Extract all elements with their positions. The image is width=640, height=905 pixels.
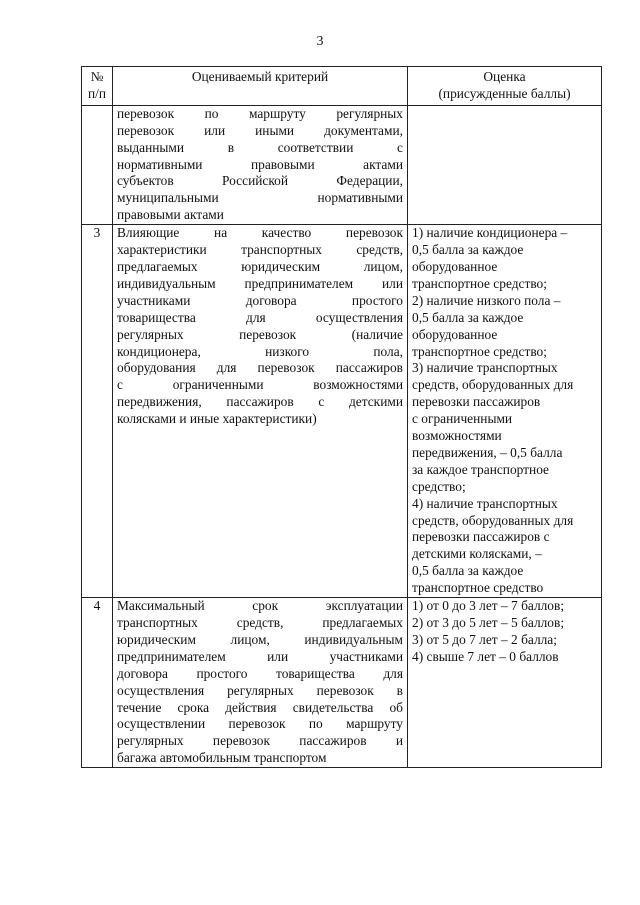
score-text-line: 0,5 балла за каждое (412, 242, 524, 258)
score-text-line: 3) от 5 до 7 лет – 2 балла; (412, 631, 557, 647)
criterion-text-line: Максимальный срок эксплуатации (117, 598, 403, 614)
score-text-line: детскими колясками, – (412, 546, 542, 562)
score-text-line: передвижения, – 0,5 балла (412, 444, 563, 460)
criterion-text-line: предпринимателем или участниками (117, 648, 403, 664)
criterion-cell (113, 225, 408, 598)
criterion-text-line: осуществления регулярных перевозок в (117, 682, 403, 698)
criterion-text-line: участниками договора простого (117, 292, 403, 308)
criterion-cell (113, 105, 408, 224)
header-number-symbol: № (90, 69, 104, 84)
score-text-line: транспортное средство; (412, 343, 547, 359)
criterion-text-line: оборудования для перевозок пассажиров (117, 360, 403, 376)
score-text-line: оборудованное (412, 258, 498, 274)
table-row (82, 598, 602, 768)
row-number (82, 105, 113, 224)
score-cell (408, 598, 602, 768)
criterion-text-line: регулярных перевозок пассажиров и (117, 733, 403, 749)
criterion-text-line: осуществлении перевозок по маршруту (117, 716, 403, 732)
score-text-line: возможностями (412, 428, 502, 444)
score-text-line: 1) наличие кондиционера – (412, 225, 568, 241)
criterion-text-line: юридическим лицом, индивидуальным (117, 631, 403, 647)
score-cell (408, 105, 602, 224)
criterion-text-line: багажа автомобильным транспортом (117, 750, 327, 766)
table-row (82, 225, 602, 598)
criterion-text-line: индивидуальным предпринимателем или (117, 275, 403, 291)
criterion-text-line: характеристики транспортных средств, (117, 242, 403, 258)
header-criterion (113, 67, 408, 106)
score-text-line: оборудованное (412, 326, 498, 342)
criterion-text-line: договора простого товарищества для (117, 665, 403, 681)
criterion-text-line: выданными в соответствии с (117, 139, 403, 155)
criterion-text-line: Влияющие на качество перевозок (117, 225, 403, 241)
criterion-text-line: товарищества для осуществления (117, 309, 403, 325)
score-text-line: 4) наличие транспортных (412, 495, 558, 511)
header-score-sublabel: (присужденные баллы) (438, 85, 571, 101)
score-cell (408, 225, 602, 598)
criterion-text-line: транспортных средств, предлагаемых (117, 615, 403, 630)
score-text-line: средств, оборудованных для (412, 512, 574, 528)
score-text-line: с ограниченными (412, 411, 513, 427)
criterion-cell (113, 598, 408, 768)
header-criterion-label: Оцениваемый критерий (191, 69, 329, 84)
score-text-line: 2) наличие низкого пола – (412, 292, 561, 308)
score-text-line: 0,5 балла за каждое (412, 563, 524, 579)
score-text-line: перевозки пассажиров с (412, 529, 550, 545)
score-text-line: 0,5 балла за каждое (412, 309, 524, 325)
table-row (82, 105, 602, 224)
criterion-text-line: передвижения, пассажиров с детскими (117, 394, 403, 410)
score-text-line: 1) от 0 до 3 лет – 7 баллов; (412, 598, 565, 614)
score-text-line: 2) от 3 до 5 лет – 5 баллов; (412, 615, 565, 630)
criterion-text-line: регулярных перевозок (наличие (117, 326, 403, 342)
table-body (82, 105, 602, 767)
criterion-text-line: нормативными правовыми актами (117, 156, 403, 172)
table-header-row (82, 67, 602, 106)
row-number: 4 (82, 598, 113, 768)
criterion-text-line: течение срока действия свидетельства об (117, 699, 403, 715)
criterion-text-line: предлагаемых юридическим лицом, (117, 258, 403, 274)
score-text-line: перевозки пассажиров (412, 394, 541, 410)
criterion-text-line: колясками и иные характеристики) (117, 411, 317, 427)
criterion-text-line: субъектов Российской Федерации, (117, 173, 403, 189)
criterion-text-line: с ограниченными возможностями (117, 377, 403, 393)
header-score-label: Оценка (483, 69, 526, 84)
criterion-text-line: перевозок по маршруту регулярных (117, 105, 403, 121)
criteria-table (81, 66, 602, 768)
score-text-line: 4) свыше 7 лет – 0 баллов (412, 648, 559, 664)
criterion-text-line: муниципальными нормативными (117, 190, 403, 206)
header-number (82, 67, 113, 106)
row-number: 3 (82, 225, 113, 598)
score-text-line: 3) наличие транспортных (412, 360, 558, 376)
score-text-line: средство; (412, 478, 466, 494)
criterion-text-line: перевозок или иными документами, (117, 122, 403, 138)
score-text-line: транспортное средство (412, 580, 544, 596)
criterion-text-line: кондиционера, низкого пола, (117, 343, 403, 359)
criterion-text-line: правовыми актами (117, 207, 224, 223)
header-number-abbr: п/п (87, 85, 107, 101)
page-number: 3 (316, 34, 324, 49)
score-text-line: за каждое транспортное (412, 461, 550, 477)
score-text-line: транспортное средство; (412, 275, 547, 291)
score-text-line: средств, оборудованных для (412, 377, 574, 393)
header-score (408, 67, 602, 106)
